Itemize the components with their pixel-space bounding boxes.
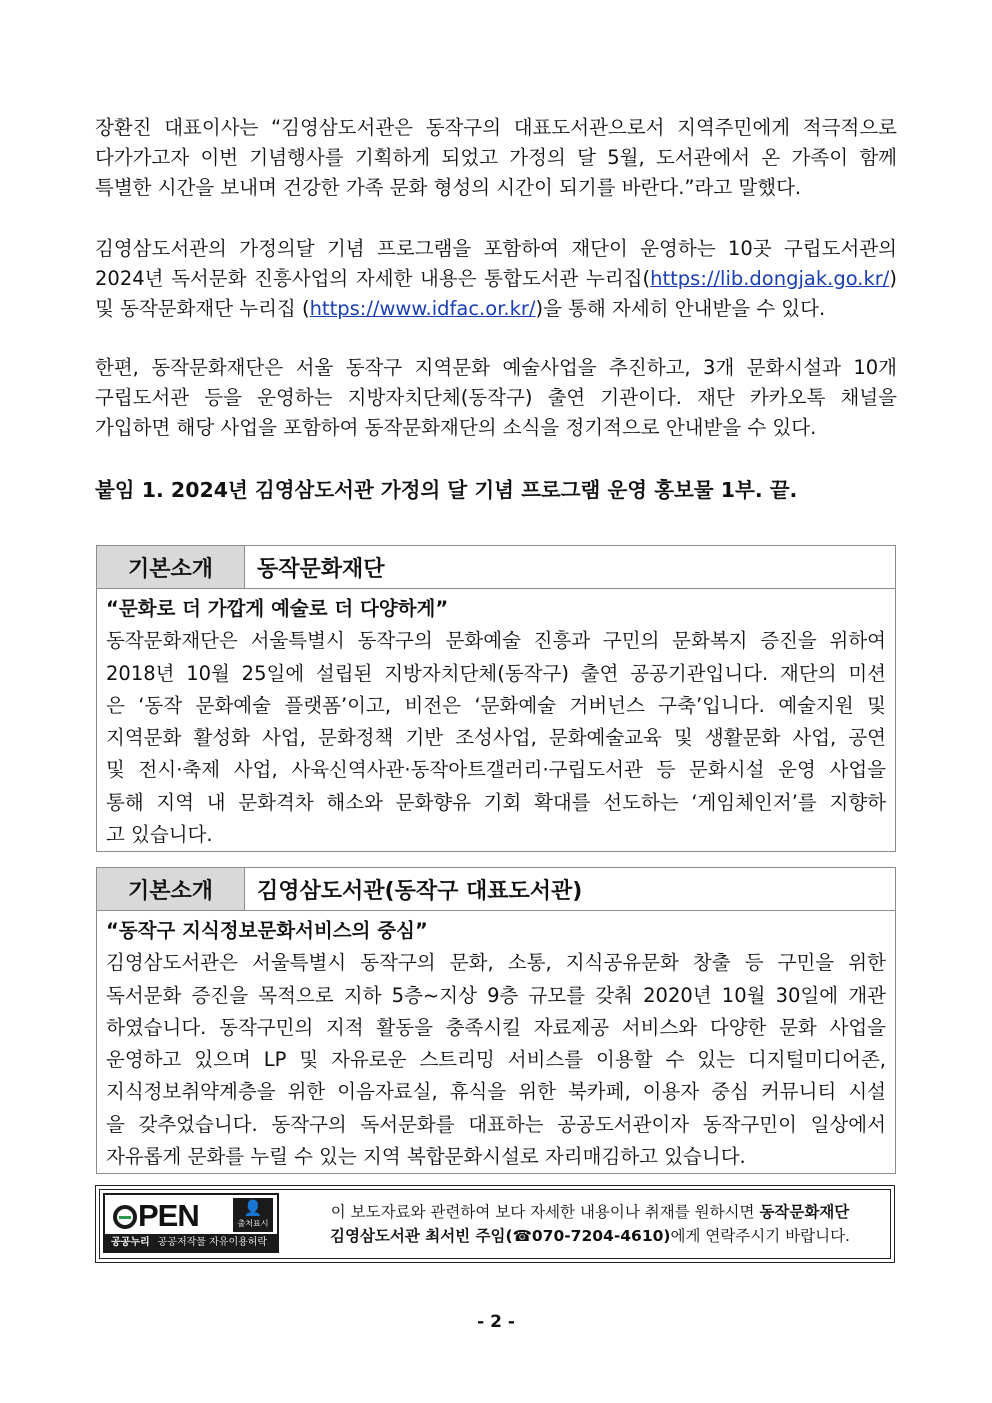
about-paragraph: [95, 353, 897, 443]
contact-text: 이 보도자료와 관련하여 보다 자세한 내용이나 취재를 원하시면 동작문화재단 김영삼도서관 최서빈 주임(☎070-7204-4610)에게 연락주시기 바랍니다.: [330, 1203, 850, 1245]
contact-box: [95, 1185, 895, 1263]
statement-paragraph: [95, 113, 897, 203]
box-slogan: “동작구 지식정보문화서비스의 중심”: [106, 919, 428, 942]
open-logo-word: PEN: [113, 1198, 199, 1234]
page-number: - 2 -: [477, 1312, 515, 1332]
box-slogan: “문화로 더 가깝게 예술로 더 다양하게”: [106, 597, 449, 620]
box-label: 기본소개: [97, 546, 245, 588]
kogl-open-logo: [103, 1193, 279, 1253]
intro-box-foundation: [96, 545, 896, 852]
text-line: 2018년 10월 25일에 설립된 지방자치단체(동작구) 출연 공공기관입니다. 재단의 미션: [106, 661, 886, 685]
text-line: 김영삼도서관은 서울특별시 동작구의 문화, 소통, 지식공유문화 창출 등 구민을 위한: [106, 951, 886, 975]
text-line: 다가가고자 이번 기념행사를 기획하게 되었고 가정의 달 5월, 도서관에서 온 가족이 함께: [95, 146, 897, 169]
text-line: 특별한 시간을 보내며 건강한 가족 문화 형성의 시간이 되기를 바란다.”라고 말했다.: [95, 176, 802, 199]
library-portal-link[interactable]: https://lib.dongjak.go.kr/: [650, 267, 890, 290]
text-line: 독서문화 증진을 목적으로 지하 5층~지상 9층 규모를 갖춰 2020년 10월 30일에 개관: [106, 983, 886, 1007]
box-label: 기본소개: [97, 868, 245, 910]
box-body: [97, 911, 895, 1177]
foundation-site-link[interactable]: https://www.idfac.or.kr/: [309, 297, 536, 320]
text-line: 한편, 동작문화재단은 서울 동작구 지역문화 예술사업을 추진하고, 3개 문화시설과 10개: [95, 356, 897, 379]
text-line: 김영삼도서관의 가정의달 기념 프로그램을 포함하여 재단이 운영하는 10곳 구립도서관의: [95, 237, 897, 260]
box-header: [97, 868, 895, 911]
text-line: 하였습니다. 동작구민의 지적 활동을 충족시킬 자료제공 서비스와 다양한 문화 사업을: [106, 1015, 886, 1039]
text-line: 지식정보취약계층을 위한 이음자료실, 휴식을 위한 북카페, 이용자 중심 커뮤니티 시설: [106, 1080, 886, 1104]
text-line: 장환진 대표이사는 “김영삼도서관은 동작구의 대표도서관으로서 지역주민에게 적극적으로: [95, 116, 897, 139]
text-line: 자유롭게 문화를 누릴 수 있는 지역 복합문화시설로 자리매김하고 있습니다.: [106, 1145, 746, 1169]
attachment-note: 붙임 1. 2024년 김영삼도서관 가정의 달 기념 프로그램 운영 홍보물 1부. 끝.: [95, 478, 798, 502]
open-logo-bar: 공공누리 공공저작물 자유이용허락: [105, 1234, 277, 1251]
text-line: 동작문화재단은 서울특별시 동작구의 문화예술 진흥과 구민의 문화복지 증진을 위하여: [106, 629, 886, 653]
text-line: 및 전시·축제 사업, 사육신역사관·동작아트갤러리·구립도서관 등 문화시설 운영 사업을: [106, 758, 886, 782]
box-title: 동작문화재단: [257, 556, 385, 582]
text-line: 지역문화 활성화 사업, 문화정책 기반 조성사업, 문화예술교육 및 생활문화 사업, 공연: [106, 726, 886, 750]
box-title: 김영삼도서관(동작구 대표도서관): [257, 878, 583, 904]
info-paragraph: [95, 234, 897, 324]
attribution-icon: 👤 출처표시: [233, 1198, 273, 1232]
text-line: 2024년 독서문화 진흥사업의 자세한 내용은 통합도서관 누리집(https://lib.dongjak.go.kr/): [95, 267, 897, 290]
intro-box-library: [96, 867, 896, 1174]
text-line: 고 있습니다.: [106, 823, 213, 847]
text-line: 및 동작문화재단 누리집 (https://www.idfac.or.kr/)을 통해 자세히 안내받을 수 있다.: [95, 297, 826, 320]
box-header: [97, 546, 895, 589]
text-line: 통해 지역 내 문화격차 해소와 문화향유 기회 확대를 선도하는 ‘게임체인저’를 지향하: [106, 790, 886, 814]
open-o-icon: [113, 1205, 137, 1229]
text-line: 가입하면 해당 사업을 포함하여 동작문화재단의 소식을 정기적으로 안내받을 수 있다.: [95, 416, 817, 439]
text-line: 구립도서관 등을 운영하는 지방자치단체(동작구) 출연 기관이다. 재단 카카오톡 채널을: [95, 386, 897, 409]
text-line: 운영하고 있으며 LP 및 자유로운 스트리밍 서비스를 이용할 수 있는 디지털미디어존,: [106, 1048, 886, 1072]
text-line: 은 ‘동작 문화예술 플랫폼’이고, 비전은 ‘문화예술 거버넌스 구축’입니다. 예술지원 및: [106, 693, 886, 717]
text-line: 을 갖추었습니다. 동작구의 독서문화를 대표하는 공공도서관이자 동작구민이 일상에서: [106, 1112, 886, 1136]
box-body: [97, 589, 895, 855]
